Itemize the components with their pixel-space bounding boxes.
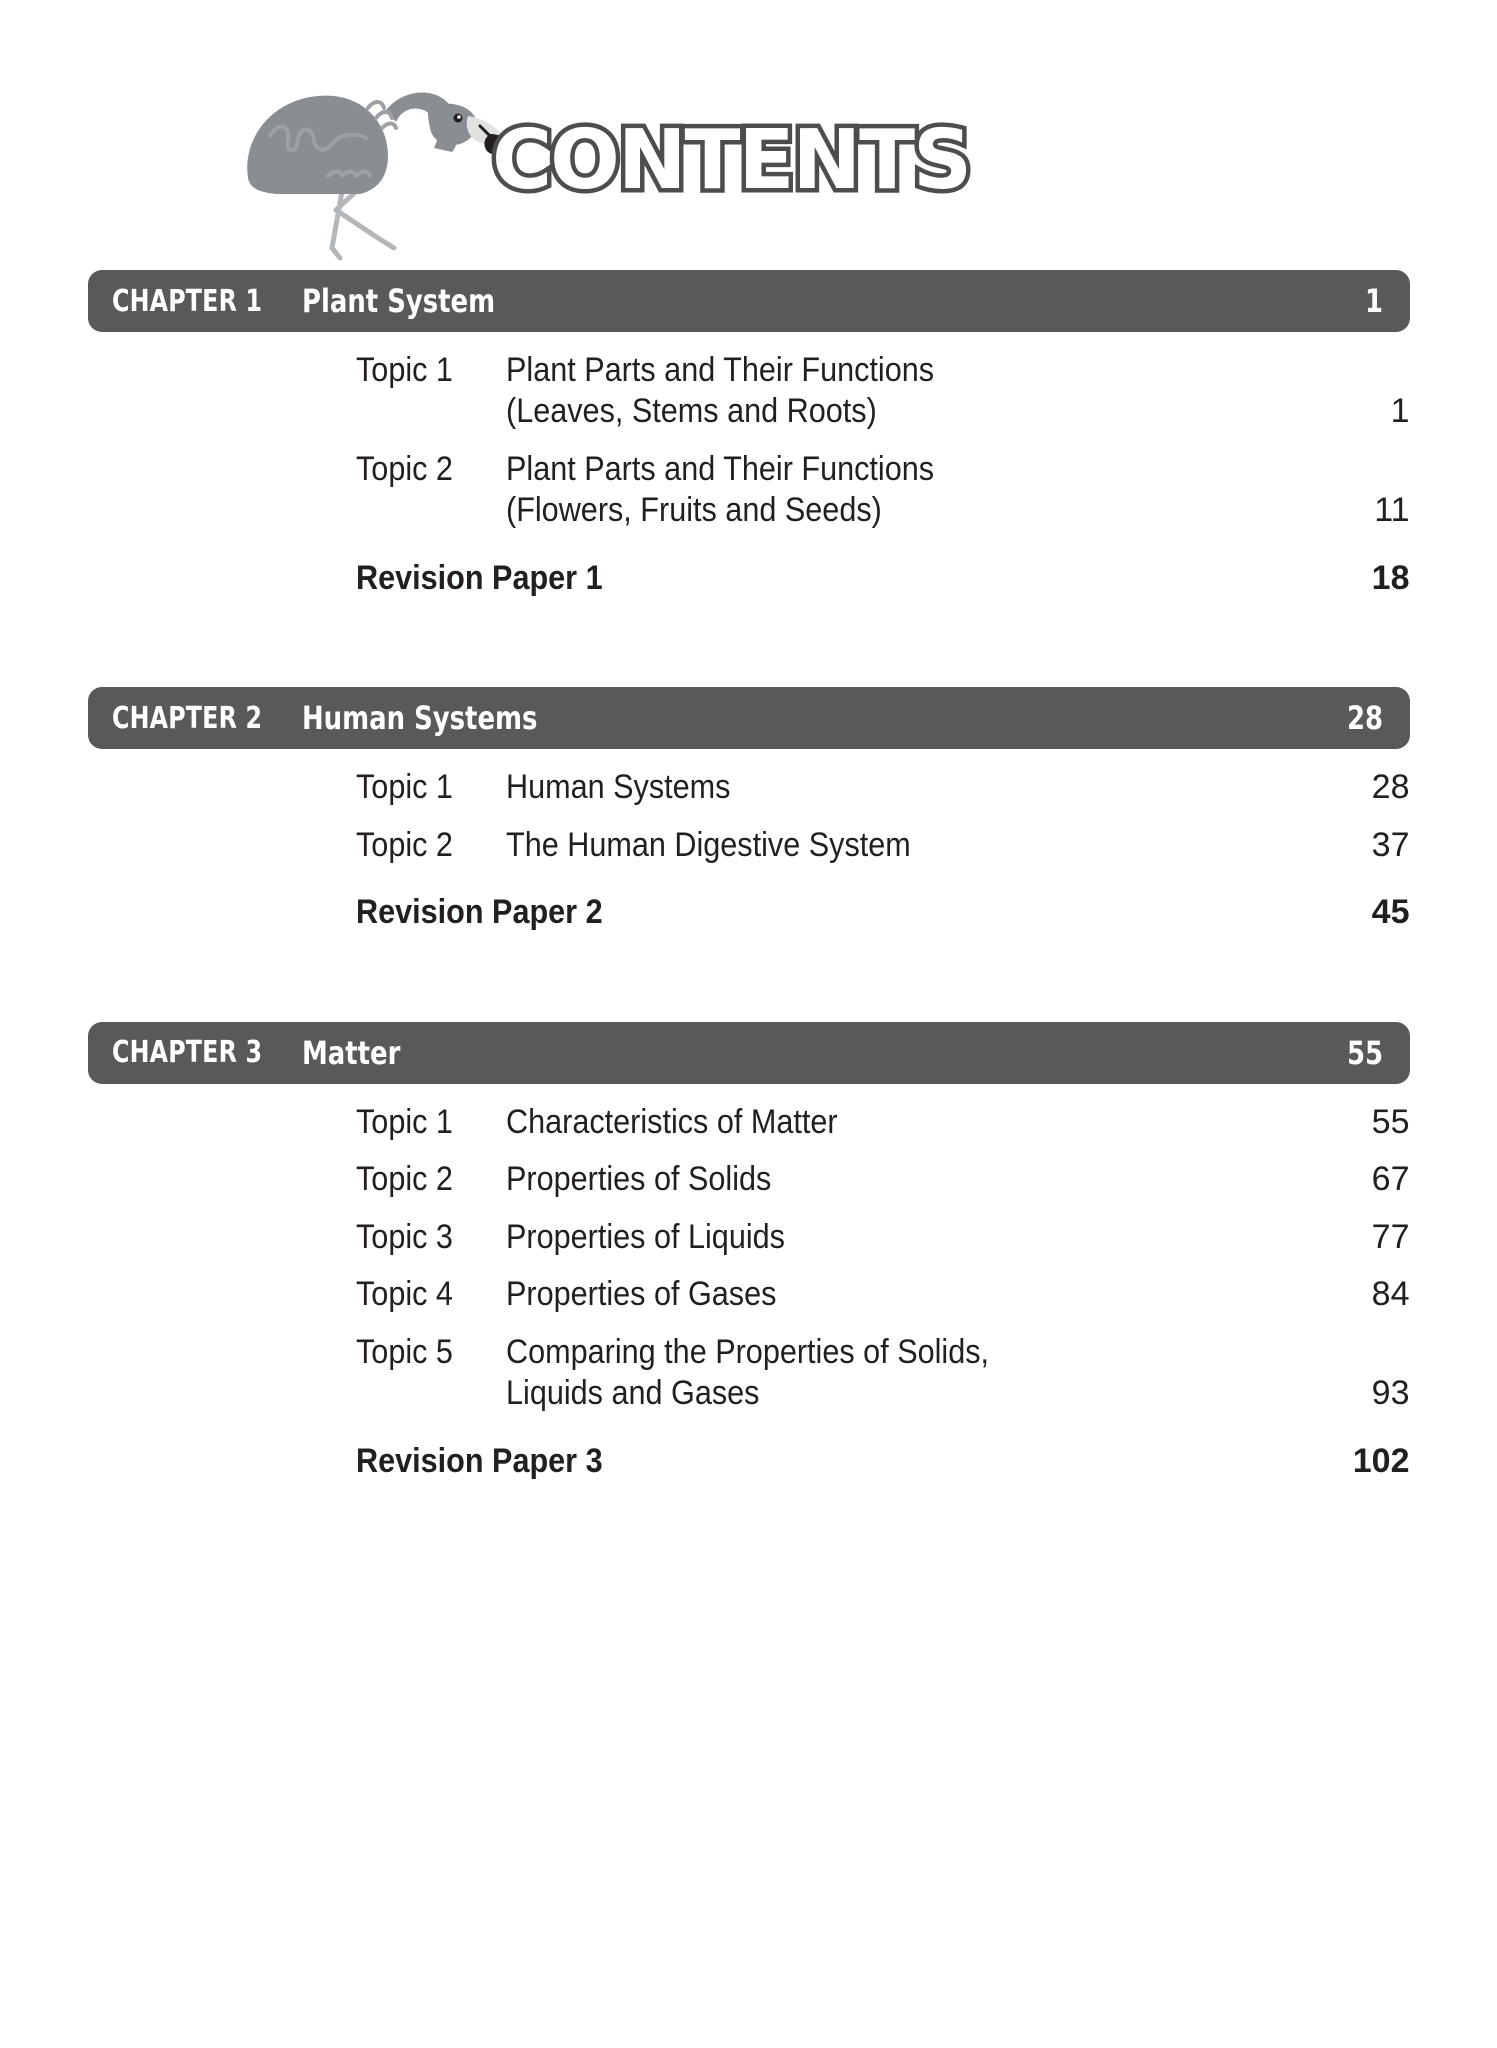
topic-label: Topic 2 [355,825,453,864]
topic-row[interactable] [356,767,1410,808]
topic-title-line-1: Properties of Gases [505,1275,776,1314]
topic-page-number: 93 [1371,1374,1410,1413]
chapter-title: Matter [301,1033,400,1072]
topic-row[interactable] [356,1159,1410,1200]
topic-page-number: 67 [1371,1160,1410,1199]
topic-title-line-1: Characteristics of Matter [505,1102,838,1141]
chapter-page-number: 1 [1365,282,1384,320]
page-header [0,0,1497,270]
chapter-page-number: 55 [1347,1033,1384,1072]
topic-title-line-1: The Human Digestive System [505,825,911,864]
chapter-block [0,687,1497,933]
topic-title-line-2: Liquids and Gases [505,1374,759,1413]
topic-title [506,449,1221,532]
chapter-title: Human Systems [301,699,537,738]
chapter-header-bar[interactable] [88,687,1410,749]
chapter-number-label: CHAPTER 3 [111,1035,262,1071]
chapter-header-bar[interactable] [88,270,1410,332]
topic-row[interactable] [356,1217,1410,1258]
topic-page-number: 1 [1390,392,1410,431]
topic-label: Topic 5 [355,1332,453,1371]
topic-page-number: 18 [1371,558,1410,597]
topic-title [506,1274,1221,1315]
chapter-topic-list [88,1102,1410,1482]
topic-label: Topic 1 [355,351,453,389]
topic-page-number: 55 [1371,1102,1410,1141]
flamingo-illustration [236,52,536,262]
chapter-topic-list [88,767,1410,933]
topic-page-number: 45 [1371,893,1410,932]
topic-label: Topic 1 [355,768,453,807]
chapter-number-label: CHAPTER 2 [111,700,262,736]
chapter-block [0,270,1497,599]
topic-title [506,350,1221,433]
topic-page-number: 102 [1352,1441,1410,1480]
topic-page-number: 11 [1374,491,1410,530]
topic-row[interactable] [356,1332,1410,1415]
topic-title-line-1: Plant Parts and Their Functions [505,351,934,389]
chapter-topic-list [88,350,1410,599]
topic-title-line-1: Properties of Liquids [505,1217,785,1256]
topic-title [506,1332,1221,1415]
topic-title-line-1: Comparing the Properties of Solids, [505,1332,989,1371]
topic-title [506,825,1221,866]
topic-title-line-1: Properties of Solids [505,1160,771,1199]
topic-label: Topic 3 [355,1217,453,1256]
topic-title [506,767,1221,808]
revision-paper-row[interactable] [356,892,1410,933]
chapter-block [0,1022,1497,1482]
table-of-contents [0,270,1497,1482]
topic-page-number: 84 [1371,1275,1410,1314]
topic-label: Topic 4 [355,1275,453,1314]
topic-page-number: 77 [1371,1217,1410,1256]
chapter-number-label: CHAPTER 1 [111,283,262,319]
page-title: CONTENTS [492,113,971,208]
topic-title [506,1217,1221,1258]
chapter-title: Plant System [301,282,495,320]
topic-page-number: 37 [1371,825,1410,864]
revision-paper-label: Revision Paper 2 [355,893,603,932]
topic-title-line-1: Plant Parts and Their Functions [505,449,934,488]
topic-row[interactable] [356,1274,1410,1315]
chapter-header-bar[interactable] [88,1022,1410,1084]
topic-row[interactable] [356,1102,1410,1143]
topic-title-line-1: Human Systems [505,768,730,807]
topic-row[interactable] [356,449,1410,532]
topic-title [506,1159,1221,1200]
revision-paper-label: Revision Paper 1 [355,558,603,597]
topic-title-line-2: (Leaves, Stems and Roots) [505,392,877,431]
topic-label: Topic 1 [355,1102,453,1141]
chapter-page-number: 28 [1347,699,1384,738]
topic-title [506,1102,1221,1143]
topic-label: Topic 2 [355,1160,453,1199]
topic-label: Topic 2 [355,449,453,488]
topic-page-number: 28 [1371,768,1410,807]
topic-row[interactable] [356,825,1410,866]
revision-paper-label: Revision Paper 3 [355,1441,603,1480]
topic-row[interactable] [356,350,1410,433]
topic-title-line-2: (Flowers, Fruits and Seeds) [505,491,882,530]
revision-paper-row[interactable] [356,558,1410,599]
revision-paper-row[interactable] [356,1441,1410,1482]
